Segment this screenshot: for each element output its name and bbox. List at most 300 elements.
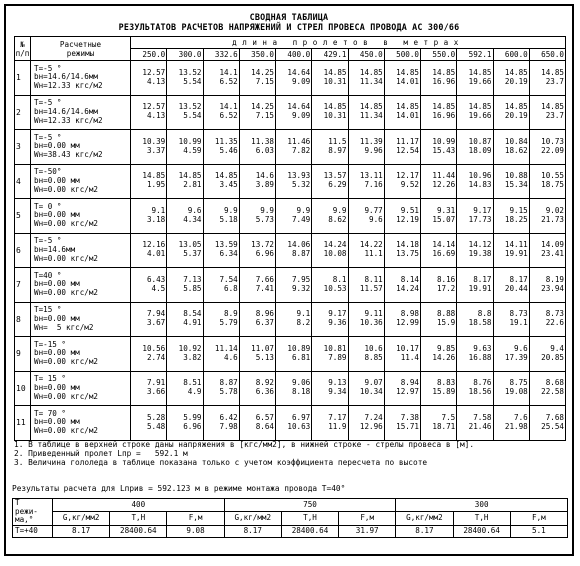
stress-value: 7.17: [328, 412, 347, 422]
stress-value: 11.35: [214, 136, 238, 146]
value-cell: [348, 406, 384, 441]
value-cell: [529, 130, 565, 165]
sag-value: 5.18: [219, 214, 238, 224]
result-group-2: 750: [224, 499, 396, 512]
value-cell: [421, 371, 457, 406]
table-row: [15, 371, 566, 406]
value-cell: [312, 302, 348, 337]
stress-value: 14.85: [214, 171, 238, 181]
stress-value: 9.15: [509, 205, 528, 215]
value-cell: [131, 130, 167, 165]
value-cell: [203, 268, 239, 303]
value-cell: [384, 268, 420, 303]
stress-value: 8.17: [473, 274, 492, 284]
value-cell: [239, 61, 275, 96]
row-number: 7: [15, 268, 31, 303]
mode-conditions: [31, 130, 131, 165]
mode-condition-line: Wн=0.00 кгс/м2: [34, 184, 99, 194]
stress-value: 6.97: [291, 412, 311, 422]
sag-value: 3.67: [146, 318, 166, 328]
result-value: 28400.64: [110, 525, 167, 537]
value-cell: [203, 337, 239, 372]
stress-value: 14.85: [178, 171, 202, 181]
value-cell: [167, 130, 203, 165]
stress-value: 8.14: [400, 274, 419, 284]
sag-value: 11.1: [364, 249, 383, 259]
sag-value: 23.41: [541, 249, 564, 259]
value-cell: [421, 337, 457, 372]
stress-value: 7.58: [473, 412, 492, 422]
sag-value: 21.98: [504, 421, 528, 431]
mode-condition-line: bн=14.6/14.6мм: [34, 106, 99, 116]
sag-value: 12.96: [359, 421, 383, 431]
stress-value: 13.52: [178, 102, 202, 112]
stress-value: 14.85: [541, 102, 564, 112]
stress-value: 7.94: [146, 309, 166, 319]
span-header-cell: 400.0: [276, 49, 312, 61]
sag-value: 5.46: [219, 145, 238, 155]
span-header-cell: 592.1: [457, 49, 493, 61]
value-cell: [312, 164, 348, 199]
sag-value: 10.31: [323, 76, 347, 86]
stress-value: 9.51: [400, 205, 419, 215]
mode-condition-line: T= 0 °: [34, 201, 62, 211]
value-cell: [529, 268, 565, 303]
stress-value: 14.6: [255, 171, 274, 181]
document-page: [4, 4, 574, 556]
value-cell: [239, 95, 275, 130]
stress-value: 9.9: [224, 205, 238, 215]
value-cell: [348, 61, 384, 96]
stress-value: 14.64: [287, 67, 311, 77]
stress-value: 10.81: [323, 343, 347, 353]
value-cell: [203, 199, 239, 234]
sag-value: 20.44: [504, 283, 528, 293]
row-number: 8: [15, 302, 31, 337]
mode-condition-line: bн=14.6/14.6мм: [34, 72, 99, 82]
span-header-cell: 600.0: [493, 49, 529, 61]
value-cell: [312, 337, 348, 372]
value-cell: [457, 406, 493, 441]
value-cell: [312, 406, 348, 441]
stress-value: 10.39: [142, 136, 166, 146]
sag-value: 10.36: [359, 318, 383, 328]
sag-value: 19.08: [504, 387, 528, 397]
stress-value: 14.85: [468, 67, 492, 77]
sag-value: 2.74: [146, 352, 166, 362]
stress-value: 14.85: [359, 102, 383, 112]
sag-value: 19.1: [509, 318, 528, 328]
stress-value: 9.9: [260, 205, 274, 215]
table-row: [15, 164, 566, 199]
sag-value: 22.6: [545, 318, 564, 328]
value-cell: [167, 371, 203, 406]
sag-value: 9.6: [369, 214, 383, 224]
span-header-cell: 300.0: [167, 49, 203, 61]
stress-value: 9.13: [328, 378, 347, 388]
sag-value: 15.89: [432, 387, 456, 397]
stress-value: 14.12: [468, 240, 492, 250]
sag-value: 6.03: [255, 145, 274, 155]
mode-conditions: [31, 95, 131, 130]
stress-value: 13.72: [251, 240, 274, 250]
sag-value: 8.97: [328, 145, 347, 155]
mode-conditions: [31, 233, 131, 268]
sag-value: 7.15: [255, 76, 274, 86]
value-cell: [276, 199, 312, 234]
sag-value: 19.66: [468, 76, 492, 86]
mode-condition-line: Wн=0.00 кгс/м2: [34, 426, 99, 436]
sag-value: 13.75: [396, 249, 419, 259]
result-subheader: Т,Н: [453, 512, 510, 525]
mode-condition-line: T=-5 °: [34, 132, 62, 142]
sag-value: 12.26: [432, 180, 456, 190]
sag-value: 15.07: [432, 214, 456, 224]
span-header-cell: 500.0: [384, 49, 420, 61]
value-cell: [312, 199, 348, 234]
sag-value: 8.85: [364, 352, 383, 362]
header-number: № п/п: [15, 37, 31, 61]
row-number: 1: [15, 61, 31, 96]
value-cell: [493, 164, 529, 199]
sag-value: 7.89: [328, 352, 347, 362]
row-number: 5: [15, 199, 31, 234]
mode-condition-line: bн=0.00 мм: [34, 279, 80, 289]
value-cell: [203, 61, 239, 96]
value-cell: [276, 371, 312, 406]
mode-conditions: [31, 199, 131, 234]
stress-value: 12.57: [142, 102, 166, 112]
value-cell: [421, 406, 457, 441]
value-cell: [167, 268, 203, 303]
sag-value: 3.66: [146, 387, 166, 397]
value-cell: [421, 61, 457, 96]
value-cell: [384, 61, 420, 96]
value-cell: [421, 130, 457, 165]
sag-value: 10.53: [323, 283, 347, 293]
result-value: 5.1: [510, 525, 567, 537]
sag-value: 7.49: [291, 214, 311, 224]
sag-value: 14.24: [396, 283, 419, 293]
result-subheader: G,кг/мм2: [396, 512, 453, 525]
sag-value: 12.99: [396, 318, 419, 328]
value-cell: [421, 164, 457, 199]
sag-value: 5.85: [183, 283, 202, 293]
sag-value: 18.58: [468, 318, 492, 328]
value-cell: [131, 302, 167, 337]
stress-value: 14.85: [504, 102, 528, 112]
stress-value: 9.6: [187, 205, 202, 215]
stress-value: 9.06: [291, 378, 311, 388]
value-cell: [167, 302, 203, 337]
stress-value: 9.31: [436, 205, 456, 215]
value-cell: [457, 337, 493, 372]
sag-value: 9.52: [400, 180, 419, 190]
stress-value: 14.14: [432, 240, 456, 250]
sag-value: 12.54: [396, 145, 419, 155]
mode-condition-line: T=-5 °: [34, 98, 62, 108]
sag-value: 5.32: [291, 180, 311, 190]
value-cell: [203, 302, 239, 337]
value-cell: [167, 199, 203, 234]
value-cell: [239, 164, 275, 199]
result-subheader: Т,Н: [281, 512, 338, 525]
mode-conditions: [31, 371, 131, 406]
result-value: 9.08: [167, 525, 224, 537]
mode-condition-line: Wн=12.33 кгс/м2: [34, 81, 103, 91]
stress-value: 14.64: [287, 102, 311, 112]
value-cell: [276, 61, 312, 96]
stress-value: 11.5: [328, 136, 347, 146]
stress-value: 8.11: [364, 274, 383, 284]
value-cell: [457, 164, 493, 199]
value-cell: [348, 371, 384, 406]
stress-value: 10.55: [541, 171, 564, 181]
stress-value: 14.85: [323, 102, 347, 112]
stress-value: 8.92: [255, 378, 274, 388]
sag-value: 16.96: [432, 76, 456, 86]
stress-value: 8.51: [183, 378, 202, 388]
notes: [14, 440, 474, 468]
sag-value: 5.37: [183, 249, 202, 259]
result-subheader: G,кг/мм2: [224, 512, 281, 525]
mode-conditions: [31, 302, 131, 337]
sag-value: 6.8: [224, 283, 238, 293]
sag-value: 25.54: [541, 421, 564, 431]
value-cell: [493, 130, 529, 165]
stress-value: 8.94: [400, 378, 419, 388]
table-row: [15, 95, 566, 130]
value-cell: [239, 199, 275, 234]
value-cell: [239, 337, 275, 372]
stress-value: 14.1: [219, 67, 238, 77]
sag-value: 11.34: [359, 111, 383, 121]
value-cell: [348, 164, 384, 199]
sag-value: 9.36: [328, 318, 347, 328]
stress-value: 7.24: [364, 412, 383, 422]
value-cell: [457, 95, 493, 130]
table-row: [15, 199, 566, 234]
stress-value: 6.57: [255, 412, 274, 422]
value-cell: [312, 371, 348, 406]
mode-conditions: [31, 268, 131, 303]
value-cell: [131, 61, 167, 96]
result-row-label: Т=+40: [13, 525, 53, 537]
stress-value: 9.17: [328, 309, 347, 319]
sag-value: 21.46: [468, 421, 492, 431]
sag-value: 10.08: [323, 249, 347, 259]
stress-value: 10.87: [468, 136, 492, 146]
sag-value: 10.34: [359, 387, 383, 397]
value-cell: [276, 164, 312, 199]
stress-value: 10.92: [178, 343, 202, 353]
mode-condition-line: bн=0.00 мм: [34, 141, 80, 151]
sag-value: 16.96: [432, 111, 456, 121]
sag-value: 6.81: [291, 352, 311, 362]
value-cell: [421, 268, 457, 303]
value-cell: [348, 268, 384, 303]
sag-value: 6.96: [183, 421, 202, 431]
stress-value: 7.5: [441, 412, 456, 422]
value-cell: [312, 130, 348, 165]
value-cell: [457, 268, 493, 303]
mode-condition-line: bн=0.00 мм: [34, 175, 80, 185]
mode-condition-line: bн=0.00 мм: [34, 210, 80, 220]
table-row: [15, 337, 566, 372]
mode-condition-line: Wн=0.00 кгс/м2: [34, 357, 99, 367]
value-cell: [348, 233, 384, 268]
note-1: 1. В таблице в верхней строке даны напряжения в [кгс/мм2], в нижней строке - стрелы провеса в [м].: [14, 440, 475, 449]
value-cell: [493, 199, 529, 234]
stress-value: 9.77: [364, 205, 383, 215]
mode-condition-line: T=-5 °: [34, 63, 62, 73]
value-cell: [384, 199, 420, 234]
value-cell: [493, 233, 529, 268]
sag-value: 5.54: [183, 76, 202, 86]
sag-value: 15.43: [432, 145, 456, 155]
value-cell: [493, 371, 529, 406]
value-cell: [529, 337, 565, 372]
stress-value: 7.38: [400, 412, 419, 422]
sag-value: 4.34: [183, 214, 202, 224]
table-row: [15, 406, 566, 441]
stress-value: 8.98: [400, 309, 419, 319]
sag-value: 7.41: [255, 283, 274, 293]
sag-value: 19.91: [468, 283, 492, 293]
result-subheader: F,м: [167, 512, 224, 525]
value-cell: [384, 371, 420, 406]
value-cell: [529, 406, 565, 441]
sag-value: 18.75: [541, 180, 564, 190]
stress-value: 14.09: [541, 240, 564, 250]
stress-value: 8.75: [509, 378, 528, 388]
stress-value: 7.95: [291, 274, 311, 284]
stress-value: 8.87: [219, 378, 238, 388]
value-cell: [203, 233, 239, 268]
sag-value: 23.94: [541, 283, 564, 293]
mode-condition-line: Wн=12.33 кгс/м2: [34, 115, 103, 125]
value-cell: [239, 371, 275, 406]
row-number: 6: [15, 233, 31, 268]
stress-value: 14.85: [323, 67, 347, 77]
stress-value: 11.44: [432, 171, 456, 181]
value-cell: [457, 302, 493, 337]
page-title: [6, 12, 572, 32]
stress-value: 10.6: [364, 343, 383, 353]
value-cell: [493, 406, 529, 441]
value-cell: [529, 95, 565, 130]
installation-table: [12, 498, 568, 538]
value-cell: [457, 199, 493, 234]
value-cell: [131, 337, 167, 372]
stress-value: 9.6: [514, 343, 528, 353]
row-number: 3: [15, 130, 31, 165]
title-line-2: РЕЗУЛЬТАТОВ РАСЧЕТОВ НАПРЯЖЕНИЙ И СТРЕЛ ПРОВЕСА ПРОВОДА АС 300/66: [118, 22, 460, 32]
stress-value: 13.57: [323, 171, 347, 181]
stress-value: 14.06: [287, 240, 311, 250]
stress-value: 14.22: [359, 240, 383, 250]
sag-value: 4.6: [224, 352, 238, 362]
stress-value: 13.59: [214, 240, 238, 250]
mode-condition-line: T=-5 °: [34, 236, 62, 246]
title-line-1: СВОДНАЯ ТАБЛИЦА: [249, 12, 329, 22]
value-cell: [312, 268, 348, 303]
sag-value: 11.9: [328, 421, 347, 431]
sag-value: 22.09: [541, 145, 564, 155]
stress-value: 11.17: [396, 136, 419, 146]
value-cell: [167, 233, 203, 268]
value-cell: [348, 302, 384, 337]
stress-value: 9.85: [436, 343, 456, 353]
value-cell: [348, 95, 384, 130]
value-cell: [239, 233, 275, 268]
stress-value: 9.9: [296, 205, 311, 215]
sag-value: 4.91: [183, 318, 202, 328]
sag-value: 3.45: [219, 180, 238, 190]
value-cell: [131, 268, 167, 303]
sag-value: 6.29: [328, 180, 347, 190]
sag-value: 3.37: [146, 145, 166, 155]
mode-condition-line: Wн= 5 кгс/м2: [34, 322, 94, 332]
sag-value: 11.34: [359, 76, 383, 86]
header-span-length: длина пролетов в метрах: [131, 37, 566, 49]
stress-value: 5.99: [183, 412, 202, 422]
sag-value: 23.7: [545, 76, 564, 86]
result-subheader: G,кг/мм2: [53, 512, 110, 525]
value-cell: [457, 233, 493, 268]
value-cell: [493, 337, 529, 372]
sag-value: 20.19: [504, 111, 528, 121]
value-cell: [493, 268, 529, 303]
stress-value: 10.84: [504, 136, 528, 146]
value-cell: [348, 199, 384, 234]
stress-value: 14.11: [504, 240, 528, 250]
value-cell: [167, 337, 203, 372]
sag-value: 17.73: [468, 214, 492, 224]
stress-value: 11.39: [359, 136, 383, 146]
sag-value: 9.09: [291, 76, 311, 86]
sag-value: 5.73: [255, 214, 274, 224]
results-table: [14, 36, 566, 441]
sag-value: 4.01: [146, 249, 166, 259]
sag-value: 21.73: [541, 214, 564, 224]
stress-value: 9.1: [296, 309, 311, 319]
value-cell: [131, 406, 167, 441]
mode-conditions: [31, 61, 131, 96]
sag-value: 5.54: [183, 111, 202, 121]
sag-value: 8.87: [291, 249, 311, 259]
span-header-cell: 550.0: [421, 49, 457, 61]
mode-condition-line: bн=0.00 мм: [34, 382, 80, 392]
sag-value: 3.82: [183, 352, 202, 362]
stress-value: 14.1: [219, 102, 238, 112]
stress-value: 11.07: [251, 343, 274, 353]
sag-value: 23.7: [545, 111, 564, 121]
value-cell: [457, 61, 493, 96]
stress-value: 8.68: [545, 378, 564, 388]
result-subheader: F,м: [510, 512, 567, 525]
stress-value: 8.73: [509, 309, 528, 319]
sag-value: 3.89: [255, 180, 274, 190]
span-header-cell: 450.0: [348, 49, 384, 61]
sag-value: 11.4: [400, 352, 419, 362]
table-row: [15, 302, 566, 337]
value-cell: [312, 95, 348, 130]
value-cell: [167, 406, 203, 441]
stress-value: 8.8: [477, 309, 492, 319]
sag-value: 20.19: [504, 76, 528, 86]
stress-value: 14.85: [396, 67, 419, 77]
